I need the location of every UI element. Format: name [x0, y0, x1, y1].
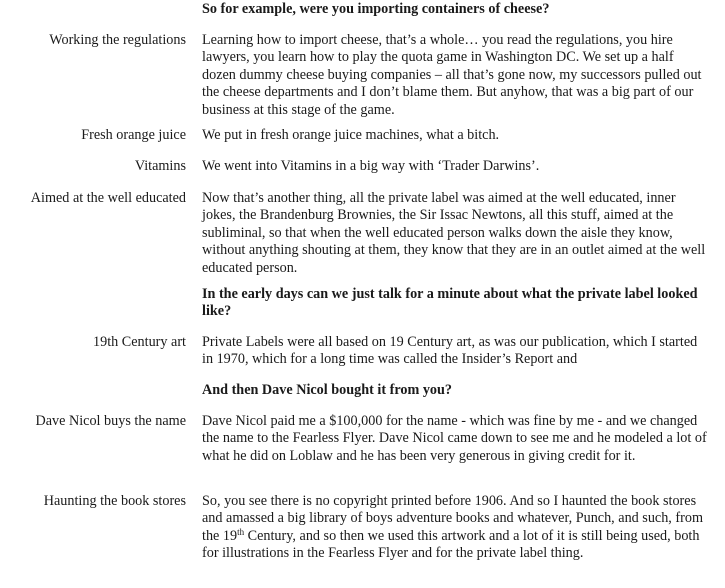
margin-note: Vitamins [134, 158, 186, 174]
answer-text: We went into Vitamins in a big way with ‘Trader Darwins’. [202, 158, 540, 174]
margin-note: 19th Century art [93, 334, 186, 350]
question-text: And then Dave Nicol bought it from you? [202, 382, 453, 398]
answer-text [202, 493, 708, 563]
answer-text: Private Labels were all based on 19 Century art, as was our publication, which I started in 1970, which for a long time was called the Insider’s Report and [202, 334, 698, 368]
answer-text-part: So, you see there is no copyright printed before 1906. And so I haunted the book stores and amassed a big library of boys adventure books and whatever, Punch, and such, from the 19 [202, 493, 703, 544]
answer-text-part: Century, and so then we used this artwork and a lot of it is still being used, both for illustrations in the Fearless Flyer and for the private label thing. [202, 527, 700, 562]
answer-text: Learning how to import cheese, that’s a whole… you read the regulations, you hire lawyers, you learn how to play the quota game in Washington DC. We set up a half dozen dummy cheese buying companies – all that’s gone now, my successors pulled out the cheese departments and I don’t blame them. But anyhow, that was a big part of our business at this stage of the game. [202, 32, 702, 118]
margin-note: Working the regulations [49, 32, 186, 48]
margin-note: Fresh orange juice [81, 127, 186, 143]
margin-note: Haunting the book stores [43, 493, 186, 509]
question-text: So for example, were you importing containers of cheese? [202, 1, 550, 17]
margin-note: Dave Nicol buys the name [35, 413, 186, 429]
question-text: In the early days can we just talk for a minute about what the private label looked like? [202, 286, 698, 320]
margin-note: Aimed at the well educated [30, 190, 186, 206]
answer-text: We put in fresh orange juice machines, what a bitch. [202, 127, 500, 143]
superscript-ordinal: th [237, 526, 245, 537]
answer-text: Dave Nicol paid me a $100,000 for the name - which was fine by me - and we changed the name to the Fearless Flyer. Dave Nicol came down to see me and he modeled a lot of what he did on Loblaw and he has been very generous in giving credit for it. [202, 413, 707, 464]
answer-text: Now that’s another thing, all the private label was aimed at the well educated, inner jokes, the Brandenburg Brownies, the Sir Issac Newtons, all this stuff, aimed at the subliminal, so that when the well educated person walks down the aisle they know, without anything shouting at them, they know that they are in an outlet aimed at the well educated person. [202, 190, 706, 276]
